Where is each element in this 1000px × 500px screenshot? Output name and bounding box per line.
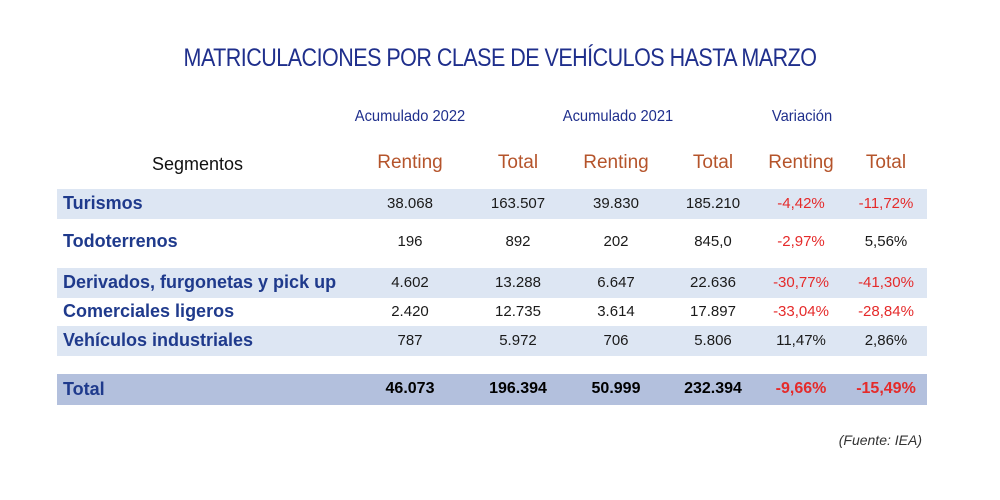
cell-renting-2022: 38.068 (387, 195, 433, 212)
cell-renting-2021: 202 (603, 233, 629, 250)
cell-total-2021: 22.636 (690, 274, 736, 291)
cell-total-variacion: 5,56% (864, 233, 908, 250)
row-label: Todoterrenos (63, 231, 178, 251)
cell-renting-2022: 2.420 (391, 303, 429, 320)
column-header-total-variacion: Total (865, 152, 907, 173)
group-header-2021: Acumulado 2021 (562, 108, 674, 125)
column-header-renting-2022: Renting (377, 152, 443, 173)
cell-total-variacion: 2,86% (864, 332, 908, 349)
cell-renting-variacion: -4,42% (777, 195, 825, 212)
cell-renting-variacion: -30,77% (773, 274, 829, 291)
cell-renting-2022: 787 (397, 332, 423, 349)
cell-renting-2022: 196 (397, 233, 423, 250)
row-header-segmentos: Segmentos (152, 154, 244, 174)
cell-renting-2021: 39.830 (593, 195, 639, 212)
total-cell-renting-2022: 46.073 (385, 380, 435, 397)
total-cell-total-variacion: -15,49% (856, 380, 916, 397)
cell-total-2021: 845,0 (694, 233, 732, 250)
table-title: MATRICULACIONES POR CLASE DE VEHÍCULOS HASTA MARZO (183, 44, 817, 72)
total-cell-total-2022: 196.394 (489, 380, 547, 397)
source-note: (Fuente: IEA) (838, 432, 922, 448)
row-label: Comerciales ligeros (63, 301, 235, 321)
cell-total-2022: 5.972 (499, 332, 537, 349)
column-header-renting-2021: Renting (583, 152, 649, 173)
group-header-2022: Acumulado 2022 (354, 108, 466, 125)
cell-total-2021: 5.806 (694, 332, 732, 349)
row-label: Turismos (63, 193, 143, 213)
column-header-total-2022: Total (497, 152, 539, 173)
cell-renting-2022: 4.602 (391, 274, 429, 291)
cell-total-2022: 12.735 (495, 303, 541, 320)
cell-total-2021: 17.897 (690, 303, 736, 320)
total-cell-renting-variacion: -9,66% (775, 380, 827, 397)
cell-total-2022: 892 (505, 233, 531, 250)
total-row-label: Total (63, 379, 105, 399)
cell-total-variacion: -11,72% (858, 195, 914, 212)
cell-renting-2021: 706 (603, 332, 629, 349)
cell-renting-variacion: 11,47% (776, 332, 826, 349)
row-label: Derivados, furgonetas y pick up (63, 272, 337, 292)
cell-total-2022: 13.288 (495, 274, 541, 291)
cell-renting-2021: 6.647 (597, 274, 635, 291)
cell-renting-variacion: -33,04% (773, 303, 829, 320)
group-header-variacion: Variación (771, 108, 833, 125)
cell-total-variacion: -28,84% (858, 303, 914, 320)
cell-total-2021: 185.210 (685, 195, 741, 212)
column-header-total-2021: Total (692, 152, 734, 173)
cell-renting-variacion: -2,97% (777, 233, 825, 250)
cell-total-2022: 163.507 (490, 195, 546, 212)
total-cell-renting-2021: 50.999 (591, 380, 641, 397)
cell-total-variacion: -41,30% (858, 274, 914, 291)
total-cell-total-2021: 232.394 (684, 380, 742, 397)
column-header-renting-variacion: Renting (768, 152, 834, 173)
row-label: Vehículos industriales (63, 330, 254, 350)
cell-renting-2021: 3.614 (597, 303, 635, 320)
